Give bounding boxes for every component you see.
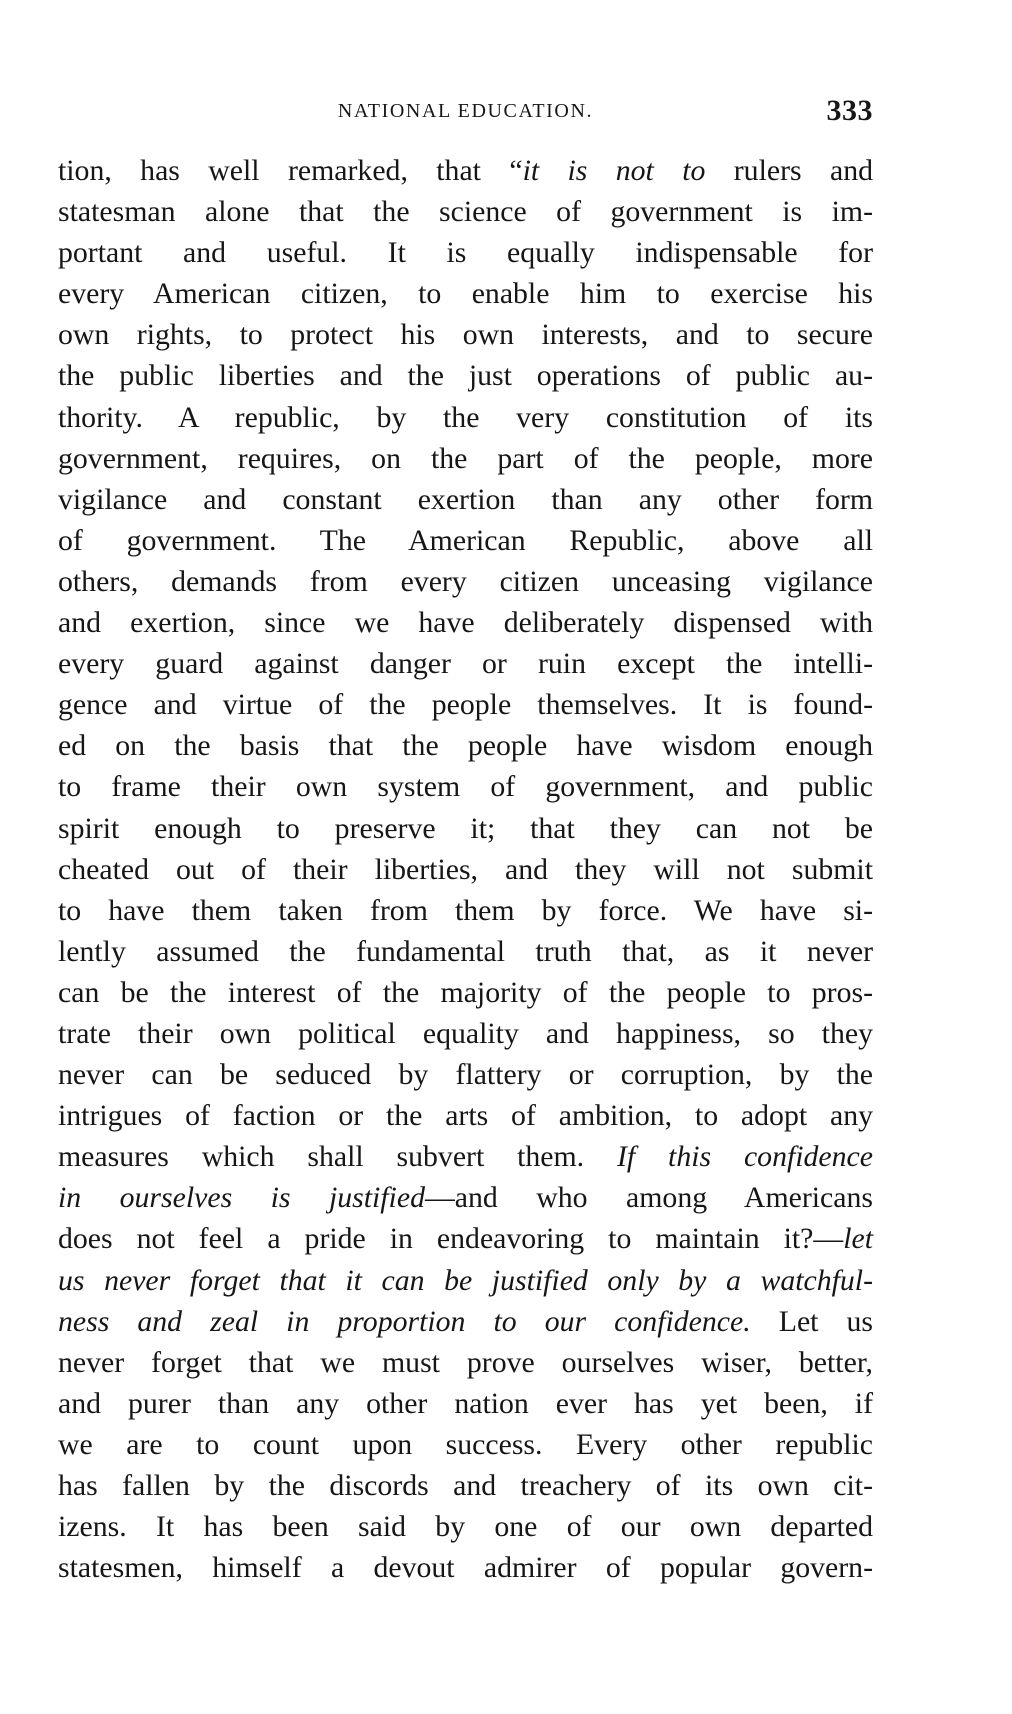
text-segment: trate their own political equality and happiness, so they <box>58 1016 873 1050</box>
text-line <box>58 355 873 396</box>
text-segment: measures which shall subvert them. <box>58 1140 617 1174</box>
text-segment: does not feel a pride in endeavoring to maintain it?— <box>58 1222 844 1256</box>
text-line <box>58 1383 873 1424</box>
text-segment: never forget that we must prove ourselves wiser, better, <box>58 1345 873 1379</box>
text-line <box>58 520 873 561</box>
text-line <box>58 397 873 438</box>
text-line <box>58 561 873 602</box>
text-line <box>58 1260 873 1301</box>
text-line <box>58 808 873 849</box>
italic-text-segment: it is not to <box>522 154 706 187</box>
text-segment: every guard against danger or ruin except the intelli- <box>58 647 873 681</box>
text-segment: —and who among Americans <box>424 1181 873 1215</box>
italic-text-segment: in ourselves is justified <box>58 1181 425 1215</box>
text-line <box>58 479 873 520</box>
text-line <box>58 1136 873 1177</box>
text-segment: spirit enough to preserve it; that they can not be <box>58 811 873 845</box>
text-segment: gence and virtue of the people themselves. It is found- <box>58 688 873 722</box>
text-segment: to have them taken from them by force. We have si- <box>58 893 873 927</box>
text-segment: statesmen, himself a devout admirer of popular govern- <box>58 1551 873 1585</box>
italic-text-segment: If this confidence <box>616 1140 873 1174</box>
text-line <box>58 1465 873 1506</box>
text-segment: own rights, to protect his own interests, and to secure <box>58 318 873 352</box>
text-line <box>58 890 873 931</box>
text-line <box>58 314 873 355</box>
text-segment: statesman alone that the science of government is im- <box>58 195 873 229</box>
text-segment: every American citizen, to enable him to exercise his <box>58 277 873 311</box>
page-number: 333 <box>826 94 873 127</box>
text-line <box>58 643 873 684</box>
text-segment: and purer than any other nation ever has yet been, if <box>58 1386 873 1420</box>
text-segment: thority. A republic, by the very constitution of its <box>58 400 873 434</box>
text-line <box>58 931 873 972</box>
text-segment: and exertion, since we have deliberately dispensed with <box>58 606 873 640</box>
text-segment: Let us <box>750 1304 873 1338</box>
text-segment: vigilance and constant exertion than any other form <box>58 482 873 516</box>
italic-text-segment: ness and zeal in proportion to our confidence. <box>58 1304 751 1338</box>
text-line <box>58 1054 873 1095</box>
text-line <box>58 1342 873 1383</box>
italic-text-segment: us never forget that it can be justified only by a watchful- <box>58 1263 873 1297</box>
text-segment: intrigues of faction or the arts of ambition, to adopt any <box>58 1099 873 1133</box>
text-segment: government, requires, on the part of the people, more <box>58 441 873 475</box>
text-segment: ed on the basis that the people have wisdom enough <box>58 729 873 763</box>
text-line <box>58 1013 873 1054</box>
text-segment: rulers and <box>705 154 873 187</box>
text-line <box>58 766 873 807</box>
text-line <box>58 232 873 273</box>
text-line <box>58 1301 873 1342</box>
text-line <box>58 725 873 766</box>
text-line <box>58 191 873 232</box>
text-segment: the public liberties and the just operations of public au- <box>58 359 873 393</box>
text-line <box>58 1095 873 1136</box>
body-text <box>58 150 873 1588</box>
text-segment: of government. The American Republic, above all <box>58 523 873 557</box>
text-line <box>58 273 873 314</box>
text-segment: lently assumed the fundamental truth that, as it never <box>58 934 873 968</box>
text-segment: to frame their own system of government, and public <box>58 770 873 804</box>
text-segment: others, demands from every citizen unceasing vigilance <box>58 564 873 598</box>
text-line <box>58 972 873 1013</box>
text-line <box>58 1506 873 1547</box>
text-segment: we are to count upon success. Every other republic <box>58 1427 873 1461</box>
text-line <box>58 1177 873 1218</box>
text-line <box>58 684 873 725</box>
text-segment: izens. It has been said by one of our own departed <box>58 1510 873 1544</box>
italic-text-segment: let <box>843 1222 873 1256</box>
running-head-title: NATIONAL EDUCATION. <box>337 100 594 122</box>
text-segment: cheated out of their liberties, and they will not submit <box>58 852 873 886</box>
text-line <box>58 150 873 191</box>
text-line <box>58 438 873 479</box>
text-line <box>58 1424 873 1465</box>
text-segment: tion, has well remarked, that “ <box>58 154 523 187</box>
running-head <box>58 94 873 134</box>
text-segment: has fallen by the discords and treachery of its own cit- <box>58 1469 873 1502</box>
text-segment: can be the interest of the majority of the people to pros- <box>58 975 873 1009</box>
text-segment: never can be seduced by flattery or corruption, by the <box>58 1058 873 1092</box>
text-segment: portant and useful. It is equally indispensable for <box>58 236 873 270</box>
text-line <box>58 602 873 643</box>
text-line <box>58 1547 873 1588</box>
text-line <box>58 1218 873 1259</box>
text-line <box>58 849 873 890</box>
